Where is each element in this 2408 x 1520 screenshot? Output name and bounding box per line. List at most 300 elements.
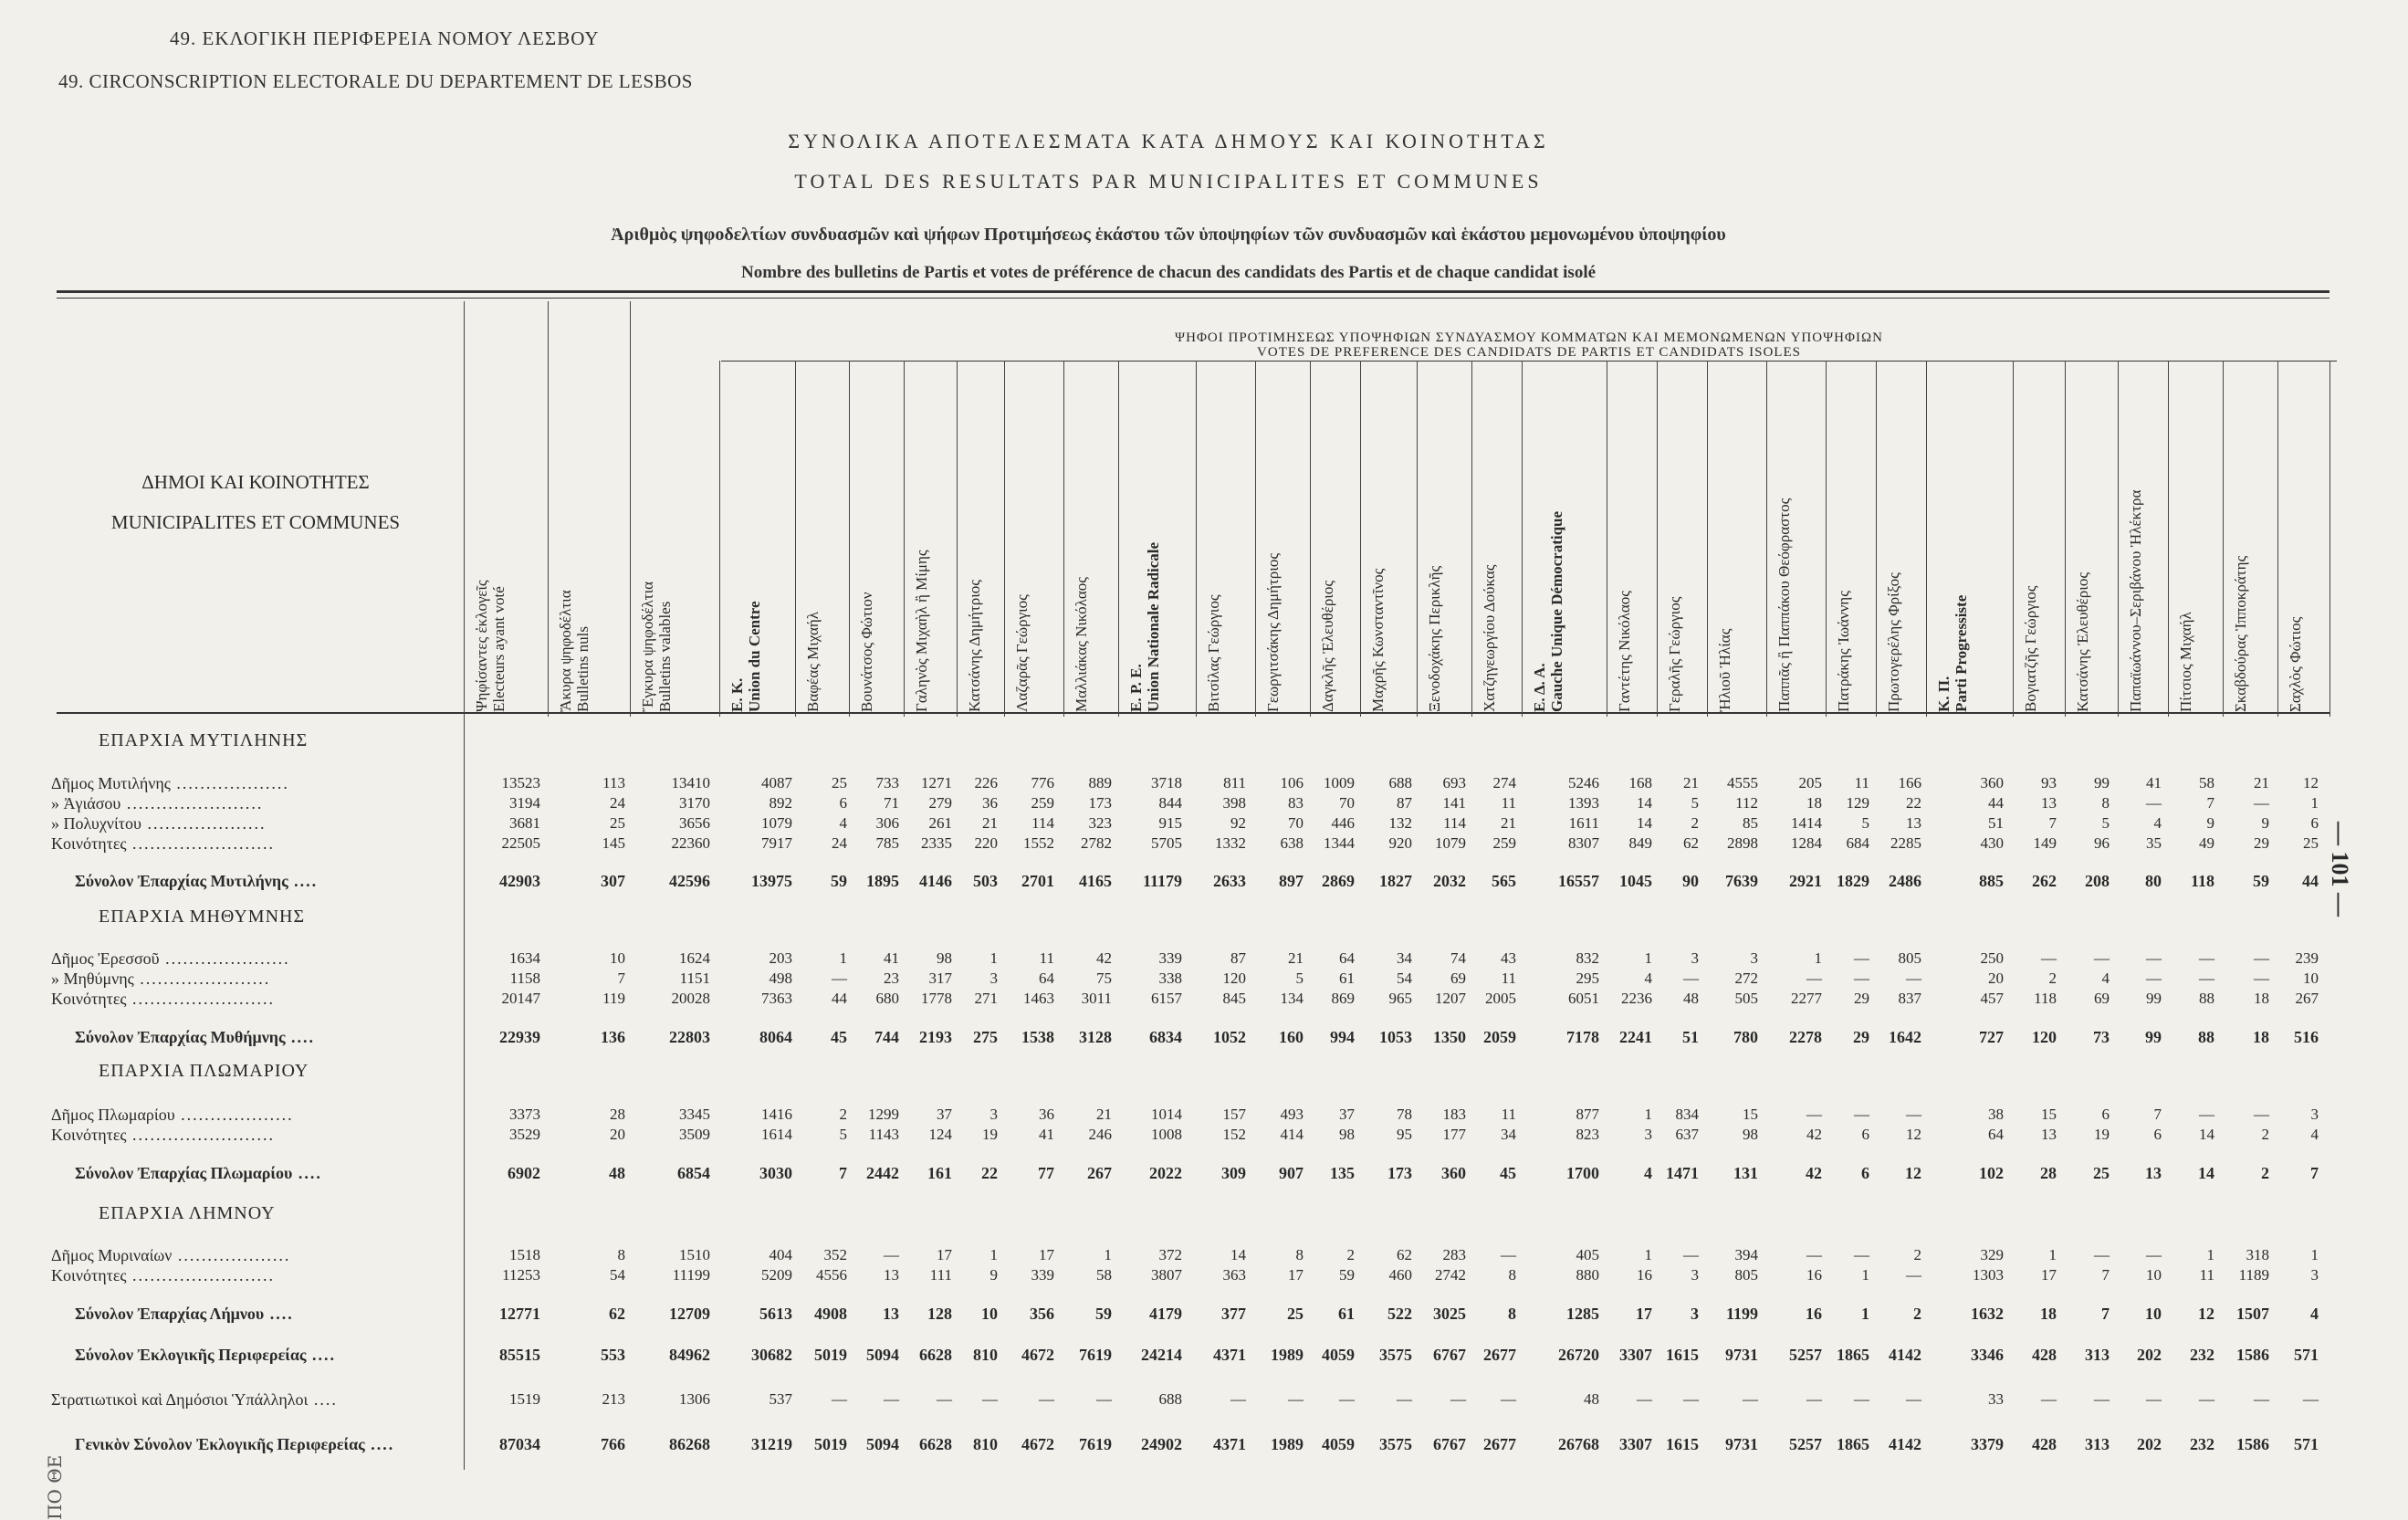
cell: 460 xyxy=(1388,1266,1412,1284)
leader-dots: ................... xyxy=(170,774,289,792)
row-label xyxy=(75,1346,336,1364)
cell: 41 xyxy=(1039,1126,1054,1143)
cell: 168 xyxy=(1628,774,1652,791)
cell: 3 xyxy=(989,970,998,987)
column-rule xyxy=(1310,361,1311,717)
cell: 84962 xyxy=(669,1346,710,1364)
cell: 202 xyxy=(2137,1435,2162,1453)
cell: 522 xyxy=(1387,1305,1412,1323)
cell: — xyxy=(1854,949,1869,967)
cell: 1614 xyxy=(761,1126,792,1143)
cell: 869 xyxy=(1331,990,1355,1007)
cell: 59 xyxy=(831,872,847,890)
cell: 516 xyxy=(2294,1028,2319,1046)
row-label-text: Γενικὸν Σύνολον Ἐκλογικῆς Περιφερείας xyxy=(75,1435,365,1453)
cell: 232 xyxy=(2190,1435,2214,1453)
cell: 1 xyxy=(1814,949,1822,967)
cell: 134 xyxy=(1280,990,1303,1007)
cell: 834 xyxy=(1675,1106,1699,1123)
cell: 5 xyxy=(839,1126,847,1143)
cell: 208 xyxy=(2085,872,2110,890)
cell: 3 xyxy=(1644,1126,1652,1143)
pref-heading-greek: ΨΗΦΟΙ ΠΡΟΤΙΜΗΣΕΩΣ ΥΠΟΨΗΦΙΩΝ ΣΥΝΔΥΑΣΜΟΥ ΚΟΜΜΑΤΩΝ ΚΑΙ ΜΕΜΟΝΩΜΕΝΩΝ ΥΠΟΨΗΦΙΩΝ xyxy=(1175,330,1883,345)
column-header-line1: Ε. Ρ. Ε. xyxy=(1127,664,1145,712)
row-label xyxy=(51,1246,290,1264)
pref-rule xyxy=(721,361,2337,362)
cell: — xyxy=(2146,970,2162,987)
cell: 810 xyxy=(973,1346,998,1364)
cell: 7917 xyxy=(761,834,792,852)
column-rule xyxy=(795,361,796,717)
cell: 2 xyxy=(839,1106,847,1123)
cell: 25 xyxy=(610,814,625,832)
cell: 42 xyxy=(1806,1164,1822,1182)
column-rule xyxy=(957,361,958,717)
cell: 6 xyxy=(2310,814,2319,832)
cell: 87 xyxy=(1230,949,1246,967)
cell: 102 xyxy=(1979,1164,2004,1182)
column-header-line1: Πατράκης Ἰωάννης xyxy=(1835,591,1852,712)
column-rule xyxy=(2065,361,2066,717)
cell: 1586 xyxy=(2236,1435,2269,1453)
column-header-line1: Ε. Δ. Α. xyxy=(1531,663,1548,712)
cell: 4179 xyxy=(1149,1305,1182,1323)
cell: — xyxy=(884,1246,899,1263)
cell: 8 xyxy=(1508,1305,1516,1323)
column-header-line1: Πρωτογερέλης Φρίξος xyxy=(1885,572,1902,712)
cell: 90 xyxy=(1682,872,1699,890)
cell: 8 xyxy=(1295,1246,1303,1263)
column-header-line1: Χατζηγεωργίου Δούκας xyxy=(1481,564,1498,712)
cell: 136 xyxy=(601,1028,625,1046)
leader-dots: .... xyxy=(308,1390,338,1409)
cell: 309 xyxy=(1221,1164,1246,1182)
cell: 3025 xyxy=(1433,1305,1466,1323)
cell: 727 xyxy=(1979,1028,2004,1046)
cell: 10 xyxy=(610,949,625,967)
cell: 3 xyxy=(1750,949,1758,967)
column-header-line1: Μαλλιάκας Νικόλαος xyxy=(1073,576,1090,712)
cell: 313 xyxy=(2085,1346,2110,1364)
cell: 1416 xyxy=(761,1106,792,1123)
cell: 3030 xyxy=(759,1164,792,1182)
table-row xyxy=(0,990,2408,1008)
cell: 9 xyxy=(2261,814,2269,832)
cell: — xyxy=(1906,1106,1921,1123)
cell: 20 xyxy=(1988,970,2004,987)
cell: 571 xyxy=(2294,1435,2319,1453)
row-heading-greek: ΔΗΜΟΙ ΚΑΙ ΚΟΙΝΟΤΗΤΕΣ xyxy=(141,471,370,493)
cell: 4 xyxy=(839,814,847,832)
cell: 3509 xyxy=(679,1126,710,1143)
cell: 19 xyxy=(2094,1126,2110,1143)
cell: 132 xyxy=(1388,814,1412,832)
cell: 313 xyxy=(2085,1435,2110,1453)
cell: 22803 xyxy=(669,1028,710,1046)
column-header xyxy=(728,601,763,712)
cell: 4142 xyxy=(1889,1346,1921,1364)
column-header-line1: Δαγκλῆς Ἐλευθέριος xyxy=(1319,580,1336,712)
cell: — xyxy=(2146,1246,2162,1263)
cell: 267 xyxy=(1087,1164,1112,1182)
cell: 877 xyxy=(1576,1106,1599,1123)
column-header xyxy=(1885,572,1902,712)
cell: 965 xyxy=(1388,990,1412,1007)
cell: 272 xyxy=(1734,970,1758,987)
cell: 128 xyxy=(927,1305,952,1323)
cell: 11199 xyxy=(672,1266,710,1284)
cell: 17 xyxy=(1039,1246,1054,1263)
cell: 232 xyxy=(2190,1346,2214,1364)
cell: 11 xyxy=(1501,970,1516,987)
cell: 430 xyxy=(1980,834,2004,852)
cell: 11 xyxy=(1501,1106,1516,1123)
cell: 3575 xyxy=(1379,1435,1412,1453)
cell: — xyxy=(1501,1246,1516,1263)
cell: 283 xyxy=(1442,1246,1466,1263)
cell: 565 xyxy=(1492,872,1516,890)
cell: 780 xyxy=(1733,1028,1758,1046)
cell: 92 xyxy=(1230,814,1246,832)
cell: 239 xyxy=(2295,949,2319,967)
cell: 51 xyxy=(1682,1028,1699,1046)
row-label-text: » Μηθύμνης xyxy=(51,970,134,988)
row-label xyxy=(51,970,270,988)
cell: 3 xyxy=(1691,949,1699,967)
cell: 1045 xyxy=(1619,872,1652,890)
cell: 1552 xyxy=(1023,834,1054,852)
table-row xyxy=(0,774,2408,792)
cell: 37 xyxy=(1339,1106,1355,1123)
column-header xyxy=(1716,629,1733,712)
cell: 87034 xyxy=(499,1435,540,1453)
leader-dots: ..................... xyxy=(159,949,290,968)
total-row xyxy=(0,1164,2408,1182)
page-number: — 101 — xyxy=(2327,822,2353,917)
table-row xyxy=(0,1106,2408,1124)
cell: 20147 xyxy=(501,990,540,1007)
cell: 5705 xyxy=(1151,834,1182,852)
row-label-text: Σύνολον Ἐπαρχίας Πλωμαρίου xyxy=(75,1164,293,1182)
cell: 24214 xyxy=(1141,1346,1182,1364)
column-header-line1: Γαληνὸς Μιχαὴλ ἢ Μίμης xyxy=(913,550,930,712)
cell: 4165 xyxy=(1079,872,1112,890)
cell: 2898 xyxy=(1727,834,1758,852)
cell: — xyxy=(2094,1246,2110,1263)
cell: 4 xyxy=(1644,970,1652,987)
cell: 404 xyxy=(769,1246,792,1263)
row-label-text: Κοινότητες xyxy=(51,990,127,1008)
cell: 885 xyxy=(1979,872,2004,890)
cell: 4672 xyxy=(1021,1435,1054,1453)
cell: 183 xyxy=(1442,1106,1466,1123)
side-mark: ΠΟ ΘΕ xyxy=(44,1454,66,1520)
cell: 12771 xyxy=(499,1305,540,1323)
cell: 38 xyxy=(1988,1106,2004,1123)
column-header-line1: Ἠλιοῦ Ἠλίας xyxy=(1716,628,1733,712)
cell: 14 xyxy=(1637,814,1652,832)
cell: 58 xyxy=(2199,774,2214,791)
cell: 54 xyxy=(1397,970,1412,987)
cell: 203 xyxy=(769,949,792,967)
leader-dots: .... xyxy=(364,1435,395,1453)
cell: 69 xyxy=(1450,970,1466,987)
cell: 356 xyxy=(1030,1305,1054,1323)
leader-dots: ........................ xyxy=(126,1126,276,1144)
cell: 7619 xyxy=(1079,1346,1112,1364)
cell: 920 xyxy=(1388,834,1412,852)
column-rule xyxy=(1707,361,1708,717)
total-row xyxy=(0,872,2408,890)
cell: 1519 xyxy=(509,1390,540,1408)
column-rule xyxy=(548,301,549,717)
column-header-line2: Union Nationale Radicale xyxy=(1145,541,1162,712)
column-header-line2: Union du Centre xyxy=(746,601,763,712)
cell: 6 xyxy=(2101,1106,2110,1123)
cell: 1 xyxy=(839,949,847,967)
cell: 638 xyxy=(1280,834,1303,852)
cell: 1700 xyxy=(1566,1164,1599,1182)
cell: 41 xyxy=(2146,774,2162,791)
cell: 22360 xyxy=(671,834,710,852)
column-rule xyxy=(1522,361,1523,717)
cell: 2 xyxy=(2261,1126,2269,1143)
cell: 42 xyxy=(1096,949,1112,967)
cell: 1624 xyxy=(679,949,710,967)
cell: 7 xyxy=(2310,1164,2319,1182)
column-rule xyxy=(849,361,850,717)
row-label-text: » Πολυχνίτου xyxy=(51,814,141,833)
column-header-line2: Electeurs ayant voté xyxy=(490,586,508,712)
cell: 24 xyxy=(610,794,625,812)
column-header xyxy=(1666,597,1683,712)
cell: 688 xyxy=(1158,1390,1182,1408)
column-header-line1: Παππᾶς ἢ Παππάκου Θεόφραστος xyxy=(1775,498,1793,712)
cell: 1052 xyxy=(1213,1028,1246,1046)
cell: 2285 xyxy=(1890,834,1921,852)
cell: 684 xyxy=(1846,834,1869,852)
cell: 2 xyxy=(1913,1305,1921,1323)
row-label-text: Σύνολον Ἐπαρχίας Μυτιλήνης xyxy=(75,872,288,890)
cell: 9 xyxy=(989,1266,998,1284)
cell: 166 xyxy=(1898,774,1921,791)
cell: 553 xyxy=(601,1346,625,1364)
cell: 1632 xyxy=(1971,1305,2004,1323)
cell: 1 xyxy=(2310,794,2319,812)
cell: 3345 xyxy=(679,1106,710,1123)
cell: 131 xyxy=(1733,1164,1758,1182)
row-label xyxy=(75,1028,315,1046)
cell: 13 xyxy=(2041,794,2057,812)
cell: 1 xyxy=(2048,1246,2057,1263)
cell: 44 xyxy=(2302,872,2319,890)
leader-dots: ........................ xyxy=(126,990,276,1008)
cell: — xyxy=(1501,1390,1516,1408)
cell: — xyxy=(1854,1106,1869,1123)
cell: 428 xyxy=(2032,1346,2057,1364)
cell: 5 xyxy=(1861,814,1869,832)
row-label xyxy=(51,1390,338,1409)
cell: 2022 xyxy=(1149,1164,1182,1182)
cell: 805 xyxy=(1734,1266,1758,1284)
cell: 2 xyxy=(1913,1246,1921,1263)
cell: 213 xyxy=(602,1390,625,1408)
section-heading: ΕΠΑΡΧΙΑ ΜΥΤΙΛΗΝΗΣ xyxy=(99,730,309,750)
column-header-line1: Παπαϊωάννου–Σεριβάνου Ἠλέκτρα xyxy=(2127,489,2144,712)
cell: — xyxy=(1096,1390,1112,1408)
cell: 88 xyxy=(2198,1028,2214,1046)
cell: 10 xyxy=(2303,970,2319,987)
cell: 124 xyxy=(928,1126,952,1143)
cell: 85515 xyxy=(499,1346,540,1364)
column-header xyxy=(1835,591,1852,712)
cell: 99 xyxy=(2146,990,2162,1007)
cell: 13410 xyxy=(671,774,710,791)
cell: 1471 xyxy=(1666,1164,1699,1182)
cell: 77 xyxy=(1038,1164,1054,1182)
row-label xyxy=(51,1106,294,1124)
row-label-text: Δῆμος Μυτιλήνης xyxy=(51,774,171,792)
cell: 26768 xyxy=(1558,1435,1599,1453)
cell: 339 xyxy=(1158,949,1182,967)
cell: 4556 xyxy=(816,1266,847,1284)
cell: 428 xyxy=(2032,1435,2057,1453)
pref-heading-french: VOTES DE PREFERENCE DES CANDIDATS DE PARTIS ET CANDIDATS ISOLES xyxy=(1257,345,1801,360)
cell: 1642 xyxy=(1889,1028,1921,1046)
cell: 21 xyxy=(1683,774,1699,791)
cell: 13 xyxy=(883,1305,899,1323)
cell: 907 xyxy=(1279,1164,1303,1182)
cell: 113 xyxy=(602,774,625,791)
cell: — xyxy=(2254,794,2269,812)
cell: 4142 xyxy=(1889,1435,1921,1453)
column-header xyxy=(1426,566,1443,712)
cell: 62 xyxy=(1683,834,1699,852)
cell: 28 xyxy=(2040,1164,2057,1182)
column-rule xyxy=(719,361,720,717)
cell: — xyxy=(2199,1390,2214,1408)
leader-dots: .... xyxy=(292,1164,322,1182)
cell: 4371 xyxy=(1213,1435,1246,1453)
cell: 44 xyxy=(832,990,847,1007)
cell: 6767 xyxy=(1433,1435,1466,1453)
cell: — xyxy=(2199,1106,2214,1123)
cell: 98 xyxy=(1339,1126,1355,1143)
cell: 4 xyxy=(2310,1126,2319,1143)
cell: 12 xyxy=(1905,1164,1921,1182)
cell: 2782 xyxy=(1081,834,1112,852)
cell: 2 xyxy=(2048,970,2057,987)
cell: 1507 xyxy=(2236,1305,2269,1323)
cell: 372 xyxy=(1158,1246,1182,1263)
column-header xyxy=(1775,498,1793,712)
row-label-text: Κοινότητες xyxy=(51,834,127,853)
cell: 5019 xyxy=(814,1346,847,1364)
row-label xyxy=(51,990,275,1008)
cell: 8307 xyxy=(1568,834,1599,852)
column-rule xyxy=(1360,361,1361,717)
cell: 6 xyxy=(839,794,847,812)
cell: 145 xyxy=(602,834,625,852)
cell: 18 xyxy=(1806,794,1822,812)
cell: 2921 xyxy=(1789,872,1822,890)
cell: 17 xyxy=(1636,1305,1652,1323)
cell: 34 xyxy=(1501,1126,1516,1143)
cell: 680 xyxy=(875,990,899,1007)
column-header xyxy=(1013,594,1031,712)
cell: 45 xyxy=(1500,1164,1516,1182)
cell: 8 xyxy=(1508,1266,1516,1284)
column-header-line1: Σαχλὸς Φώτιος xyxy=(2287,616,2304,712)
cell: 21 xyxy=(982,814,998,832)
cell: 10 xyxy=(2145,1305,2162,1323)
cell: 20028 xyxy=(671,990,710,1007)
cell: 2677 xyxy=(1483,1346,1516,1364)
cell: 36 xyxy=(982,794,998,812)
column-rule xyxy=(1063,361,1064,717)
cell: 2241 xyxy=(1619,1028,1652,1046)
cell: 157 xyxy=(1222,1106,1246,1123)
cell: 13523 xyxy=(501,774,540,791)
table-row xyxy=(0,1390,2408,1409)
cell: 6051 xyxy=(1568,990,1599,1007)
cell: 48 xyxy=(1584,1390,1599,1408)
cell: 1827 xyxy=(1379,872,1412,890)
cell: — xyxy=(1854,1246,1869,1263)
cell: 3681 xyxy=(509,814,540,832)
cell: 13975 xyxy=(751,872,792,890)
cell: 11253 xyxy=(502,1266,540,1284)
section-heading: ΕΠΑΡΧΙΑ ΛΗΜΝΟΥ xyxy=(99,1203,276,1223)
cell: 59 xyxy=(2253,872,2269,890)
cell: 7 xyxy=(617,970,625,987)
column-header-line1: Ψηφίσαντες ἐκλογεῖς xyxy=(473,580,490,712)
cell: 106 xyxy=(1280,774,1303,791)
table-row xyxy=(0,1246,2408,1264)
cell: 3170 xyxy=(679,794,710,812)
cell: 205 xyxy=(1798,774,1822,791)
column-rule xyxy=(1417,361,1418,717)
leader-dots: .... xyxy=(285,1028,316,1046)
top-rule xyxy=(57,290,2329,293)
row-label xyxy=(75,872,318,890)
cell: 1344 xyxy=(1324,834,1355,852)
column-header xyxy=(1205,594,1222,712)
cell: 7639 xyxy=(1725,872,1758,890)
cell: 33 xyxy=(1988,1390,2004,1408)
cell: 74 xyxy=(1450,949,1466,967)
cell: 1014 xyxy=(1151,1106,1182,1123)
cell: — xyxy=(1637,1390,1652,1408)
cell: 99 xyxy=(2145,1028,2162,1046)
cell: 70 xyxy=(1339,794,1355,812)
cell: 2633 xyxy=(1213,872,1246,890)
cell: 1303 xyxy=(1973,1266,2004,1284)
cell: 261 xyxy=(928,814,952,832)
cell: — xyxy=(2254,1390,2269,1408)
cell: 2486 xyxy=(1889,872,1921,890)
cell: 317 xyxy=(928,970,952,987)
column-header-line1: Ἄκυρα ψηφοδέλτια xyxy=(557,590,574,712)
leader-dots: ....................... xyxy=(120,794,264,812)
cell: 18 xyxy=(2254,990,2269,1007)
cell: — xyxy=(1906,1390,1921,1408)
cell: 21 xyxy=(1288,949,1303,967)
row-label-text: Σύνολον Ἐκλογικῆς Περιφερείας xyxy=(75,1346,307,1364)
cell: 28 xyxy=(610,1106,625,1123)
cell: 62 xyxy=(609,1305,625,1323)
cell: 17 xyxy=(937,1246,952,1263)
